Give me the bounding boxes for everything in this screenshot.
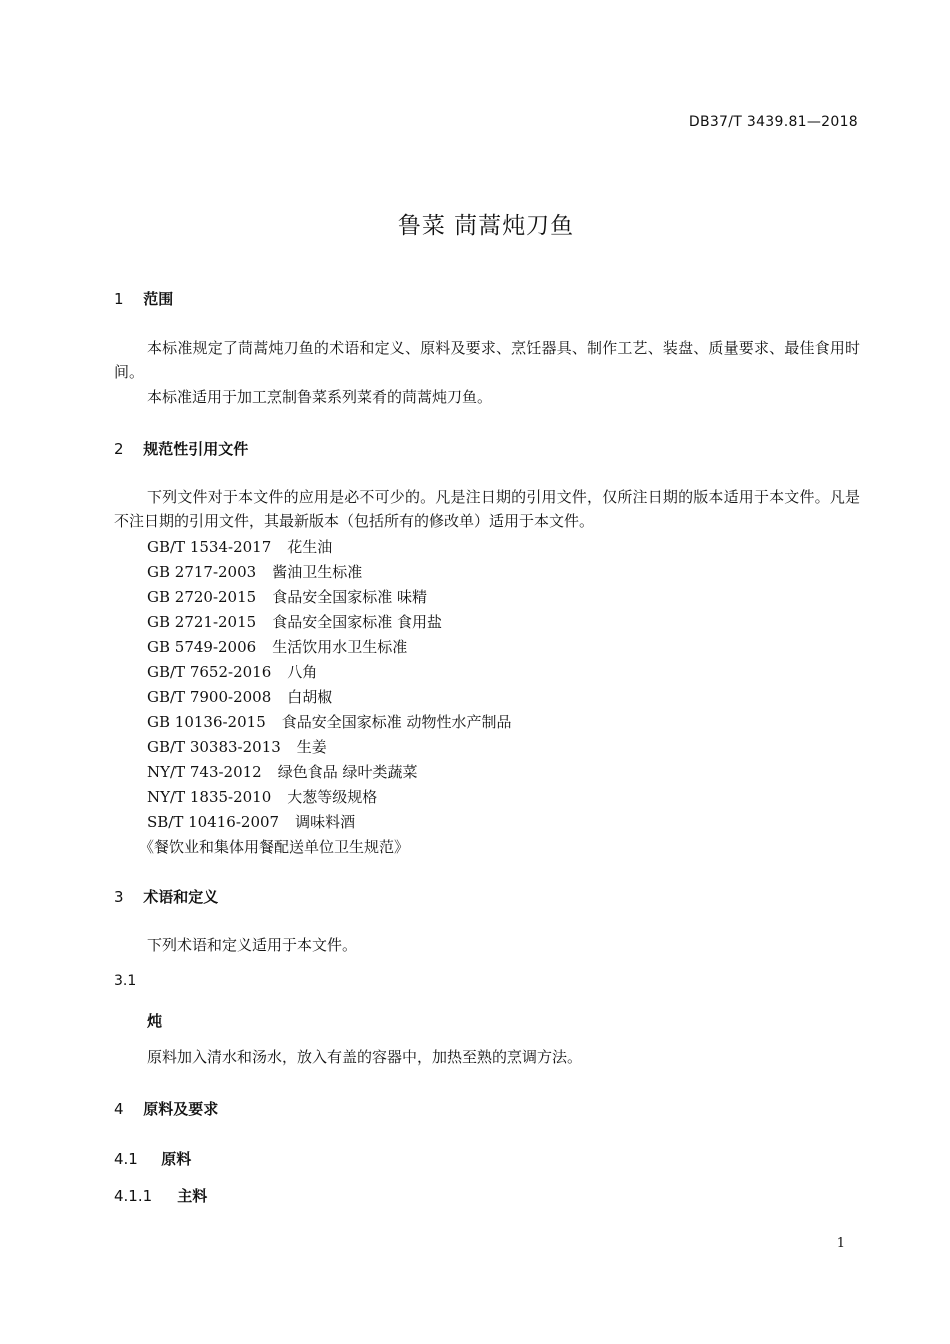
reference-name: 花生油 (287, 538, 333, 556)
section-4-title: 原料及要求 (143, 1100, 219, 1118)
reference-item (147, 585, 512, 610)
section-3-number: 3 (114, 888, 124, 906)
section-2-title: 规范性引用文件 (143, 440, 249, 458)
reference-name: 生姜 (296, 738, 327, 756)
reference-code: GB 2720-2015 (147, 588, 257, 606)
section-1-heading (114, 288, 173, 309)
reference-code: NY/T 743-2012 (147, 763, 262, 781)
reference-code: GB/T 1534-2017 (147, 538, 272, 556)
reference-name: 食品安全国家标准 动物性水产制品 (281, 713, 512, 731)
section-1-number: 1 (114, 290, 124, 308)
reference-item (147, 760, 512, 785)
section-1-title: 范围 (143, 290, 174, 308)
section-2-number: 2 (114, 440, 124, 458)
reference-code: GB/T 30383-2013 (147, 738, 281, 756)
reference-code: NY/T 1835-2010 (147, 788, 272, 806)
reference-item (147, 710, 512, 735)
reference-code: GB/T 7652-2016 (147, 663, 272, 681)
reference-code: SB/T 10416-2007 (147, 813, 280, 831)
section-4-number: 4 (114, 1100, 124, 1118)
reference-name: 生活饮用水卫生标准 (272, 638, 408, 656)
reference-item (147, 810, 512, 835)
reference-item (147, 735, 512, 760)
page-number: 1 (836, 1236, 845, 1251)
standard-code: DB37/T 3439.81—2018 (688, 114, 858, 130)
section-2-heading (114, 438, 248, 459)
term-number: 3.1 (114, 973, 137, 989)
reference-name: 调味料酒 (295, 813, 356, 831)
reference-code: GB 5749-2006 (147, 638, 257, 656)
section-4-heading (114, 1098, 218, 1119)
reference-code: GB 2717-2003 (147, 563, 257, 581)
reference-name: 绿色食品 绿叶类蔬菜 (277, 763, 418, 781)
section-2-intro: 下列文件对于本文件的应用是必不可少的。凡是注日期的引用文件，仅所注日期的版本适用于本文件。凡是不注日期的引用文件，其最新版本（包括所有的修改单）适用于本文件。 (114, 488, 860, 530)
reference-name: 酱油卫生标准 (272, 563, 363, 581)
section-3-title: 术语和定义 (143, 888, 219, 906)
section-1-paragraph-1: 本标准规定了茼蒿炖刀鱼的术语和定义、原料及要求、烹饪器具、制作工艺、装盘、质量要求、最佳食用时间。 (114, 339, 860, 381)
reference-name: 食品安全国家标准 食用盐 (272, 613, 442, 631)
reference-item (147, 685, 512, 710)
subsection-4-1-1-title: 主料 (177, 1187, 208, 1205)
reference-code: GB 10136-2015 (147, 713, 266, 731)
reference-name: 食品安全国家标准 味精 (272, 588, 427, 606)
subsection-4-1-heading (114, 1148, 191, 1169)
document-title: 鲁菜 茼蒿炖刀鱼 (397, 213, 575, 239)
section-3-heading (114, 886, 218, 907)
reference-name: 八角 (287, 663, 318, 681)
reference-name: 白胡椒 (287, 688, 333, 706)
section-1-paragraph-2: 本标准适用于加工烹制鲁菜系列菜肴的茼蒿炖刀鱼。 (147, 388, 493, 406)
reference-code: GB/T 7900-2008 (147, 688, 272, 706)
reference-item-extra (139, 835, 512, 860)
reference-item (147, 635, 512, 660)
reference-name: 大葱等级规格 (287, 788, 378, 806)
section-3-intro: 下列术语和定义适用于本文件。 (147, 936, 358, 954)
reference-item (147, 535, 512, 560)
reference-item (147, 610, 512, 635)
term-word: 炖 (147, 1012, 163, 1030)
reference-list (139, 535, 512, 860)
reference-code: GB 2721-2015 (147, 613, 257, 631)
term-definition: 原料加入清水和汤水，放入有盖的容器中，加热至熟的烹调方法。 (147, 1048, 583, 1066)
reference-item (147, 785, 512, 810)
subsection-4-1-1-heading (114, 1185, 207, 1206)
reference-item (147, 660, 512, 685)
subsection-4-1-title: 原料 (161, 1150, 192, 1168)
reference-item (147, 560, 512, 585)
subsection-4-1-number: 4.1 (114, 1150, 138, 1168)
reference-name: 《餐饮业和集体用餐配送单位卫生规范》 (139, 838, 410, 856)
subsection-4-1-1-number: 4.1.1 (114, 1187, 153, 1205)
